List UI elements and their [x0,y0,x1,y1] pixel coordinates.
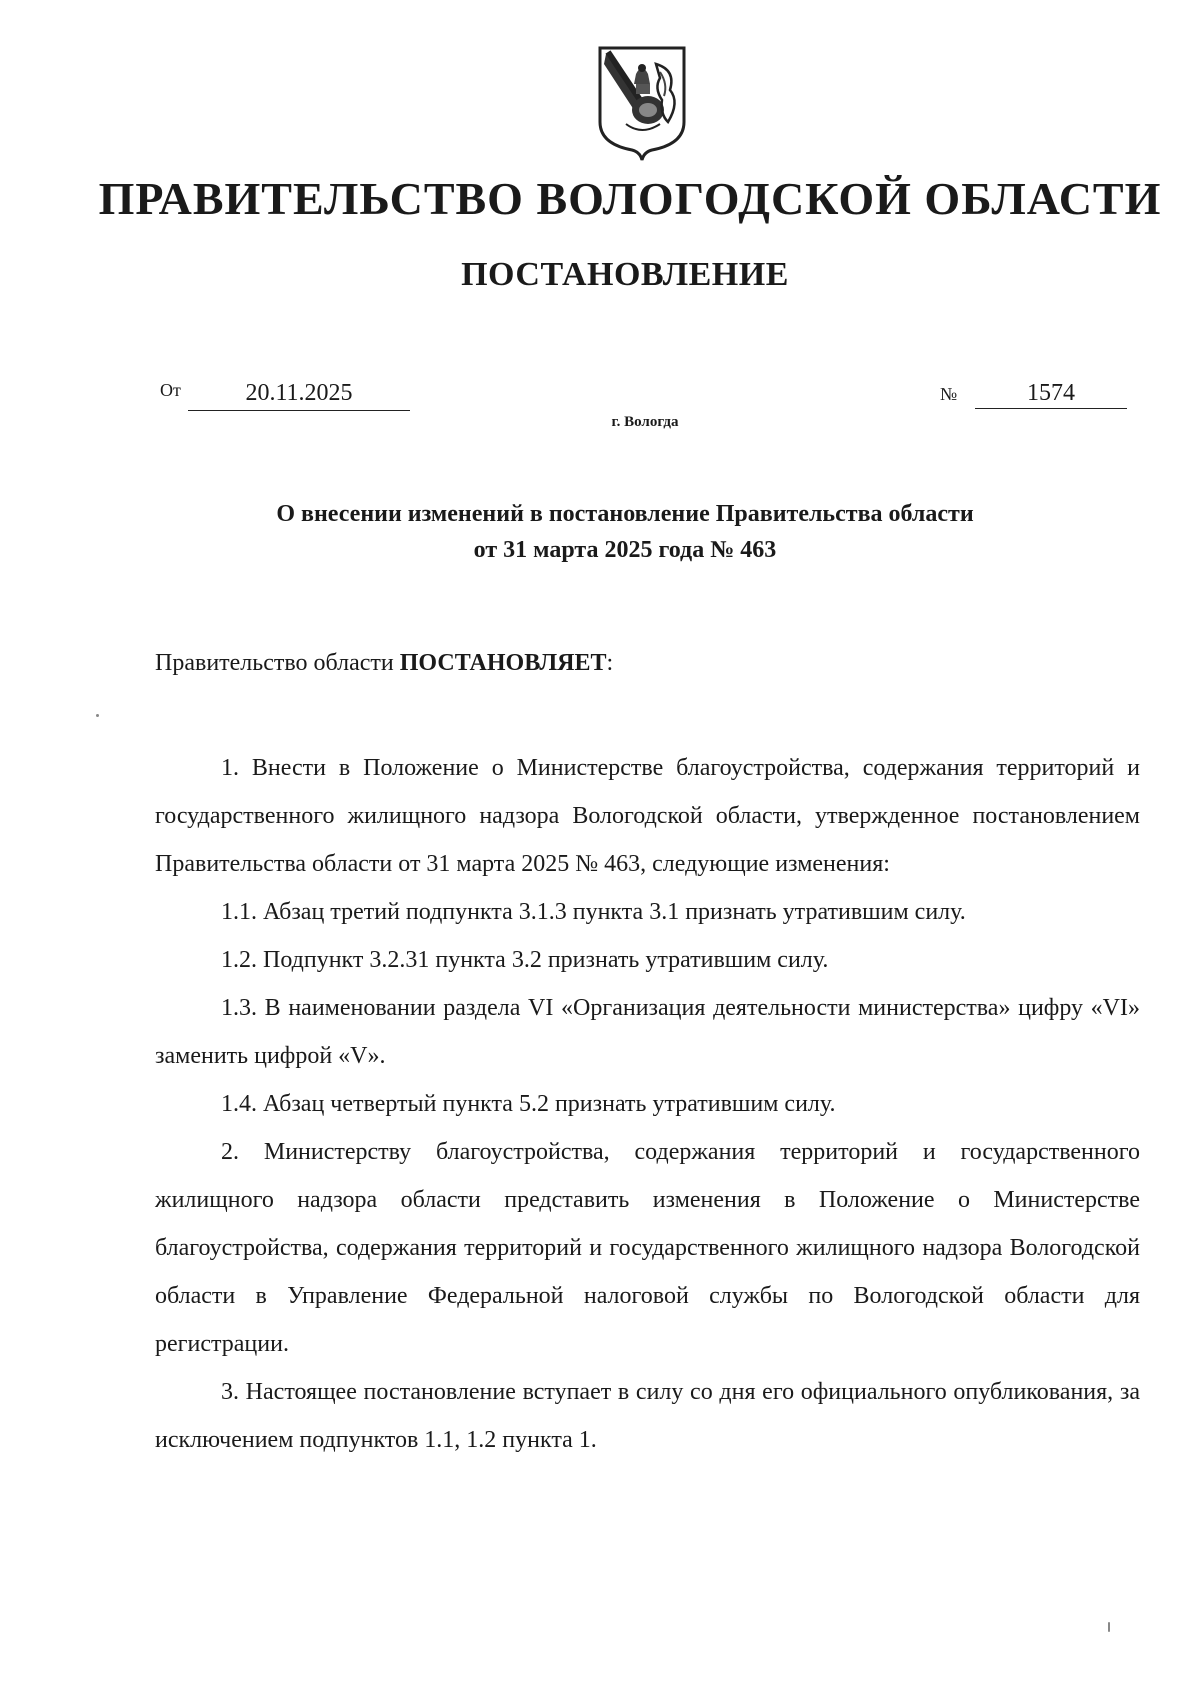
paragraph-1-1: 1.1. Абзац третий подпункта 3.1.3 пункта 3.1 признать утратившим силу. [221,899,966,925]
document-subject [0,496,1200,568]
paragraph-3: 3. Настоящее постановление вступает в силу со дня его официального опубликования, за исключением подпунктов 1.1, 1.2 пункта 1. [155,1379,1140,1453]
scan-speck [96,714,99,717]
scan-speck [1108,1622,1110,1632]
preamble [155,650,613,677]
paragraph-1-2: 1.2. Подпункт 3.2.31 пункта 3.2 признать утратившим силу. [221,947,829,973]
document-date: 20.11.2025 [188,380,410,411]
government-title: ПРАВИТЕЛЬСТВО ВОЛОГОДСКОЙ ОБЛАСТИ [98,173,1162,224]
subject-line-2: от 31 марта 2025 года № 463 [473,537,777,563]
date-prefix: От [160,380,181,400]
paragraph-1-3: 1.3. В наименовании раздела VI «Организация деятельности министерства» цифру «VI» заменить цифрой «V». [155,995,1140,1069]
paragraph-2: 2. Министерству благоустройства, содержания территорий и государственного жилищного надзора области представить изменения в Положение о Министерстве благоустройства, содержания территорий и государственного жилищного надзора Вологодской области в Управление Федеральной налоговой службы по Вологодской области для регистрации. [155,1139,1140,1357]
document-number: 1574 [975,380,1127,409]
document-type: ПОСТАНОВЛЕНИЕ [461,256,789,293]
document-body [155,744,1140,1464]
coat-of-arms-icon [596,44,688,162]
number-prefix: № [940,384,958,404]
preamble-text: Правительство области [155,650,400,676]
subject-line-1: О внесении изменений в постановление Правительства области [276,501,974,527]
paragraph-1-4: 1.4. Абзац четвертый пункта 5.2 признать утратившим силу. [221,1091,836,1117]
preamble-verb: ПОСТАНОВЛЯЕТ [399,650,607,676]
preamble-colon: : [606,650,614,676]
paragraph-1: 1. Внести в Положение о Министерстве благоустройства, содержания территорий и государственного жилищного надзора Вологодской области, утвержденное постановлением Правительства области от 31 марта 2025 № 463, следующие изменения: [155,755,1140,877]
city: г. Вологда [611,414,679,430]
